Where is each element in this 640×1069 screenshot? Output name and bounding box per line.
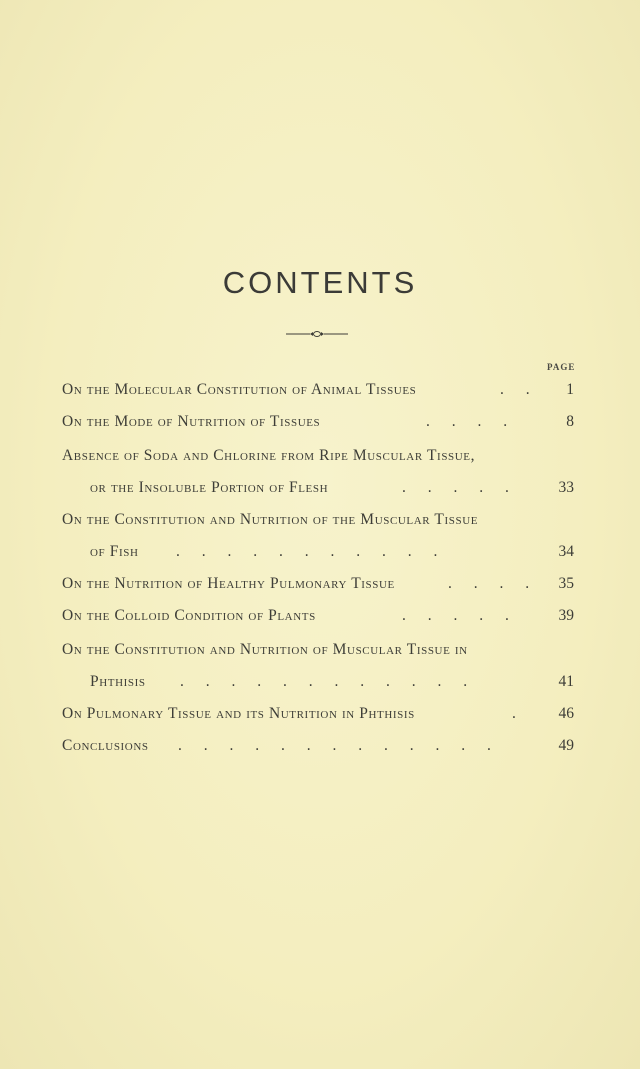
toc-entry-line <box>90 478 574 498</box>
toc-entry-title: On the Constitution and Nutrition of the Muscular Tissue <box>62 511 479 528</box>
toc-entry-title: On the Colloid Condition of Plants <box>62 607 316 624</box>
toc-entry-title: On the Mode of Nutrition of Tissues <box>62 413 321 430</box>
toc-entry-title-continued: or the Insoluble Portion of Flesh <box>90 479 329 496</box>
toc-entry-title: On Pulmonary Tissue and its Nutrition in Phthisis <box>62 705 415 722</box>
toc-entry-line <box>90 672 574 692</box>
toc-entry-line <box>62 380 574 400</box>
toc-entry-line <box>62 412 574 432</box>
toc-entry-title: Absence of Soda and Chlorine from Ripe Muscular Tissue, <box>62 447 476 464</box>
toc-page-number: 35 <box>558 575 574 592</box>
toc-leader-dots: . . . . . <box>402 479 518 496</box>
toc-entry-title-continued: of Fish <box>90 543 139 560</box>
toc-page-number: 33 <box>558 479 574 496</box>
toc-page-number: 46 <box>558 705 574 722</box>
toc-page-number: 1 <box>566 381 574 398</box>
toc-page-number: 49 <box>558 737 574 754</box>
toc-entry-title: Conclusions <box>62 737 149 754</box>
toc-entry-line <box>62 736 574 756</box>
toc-leader-dots: . <box>512 705 525 722</box>
toc-leader-dots: . . . . . . . . . . . . <box>180 673 477 690</box>
page-column-label: PAGE <box>547 362 576 372</box>
toc-entry-line <box>62 510 574 530</box>
toc-leader-dots: . . . . <box>426 413 517 430</box>
toc-leader-dots: . . . . <box>448 575 539 592</box>
toc-leader-dots: . . . . . <box>402 607 518 624</box>
toc-entry-line <box>62 574 574 594</box>
toc-entry-title: On the Constitution and Nutrition of Muscular Tissue in <box>62 641 468 658</box>
toc-entry-line <box>62 446 574 466</box>
toc-entry-line <box>90 542 574 562</box>
toc-entry-line <box>62 606 574 626</box>
ornament-divider <box>286 330 348 338</box>
toc-page-number: 34 <box>558 543 574 560</box>
toc-page-number: 8 <box>566 413 574 430</box>
toc-page-number: 41 <box>558 673 574 690</box>
toc-leader-dots: . . <box>500 381 539 398</box>
toc-entry-line <box>62 640 574 660</box>
toc-entry-title-continued: Phthisis <box>90 673 146 690</box>
toc-leader-dots: . . . . . . . . . . . . . <box>178 737 500 754</box>
toc-leader-dots: . . . . . . . . . . . <box>176 543 447 560</box>
toc-page-number: 39 <box>558 607 574 624</box>
toc-entry-title: On the Nutrition of Healthy Pulmonary Tissue <box>62 575 395 592</box>
toc-entry-title: On the Molecular Constitution of Animal Tissues <box>62 381 417 398</box>
toc-entry-line <box>62 704 574 724</box>
page-title: CONTENTS <box>222 265 418 300</box>
